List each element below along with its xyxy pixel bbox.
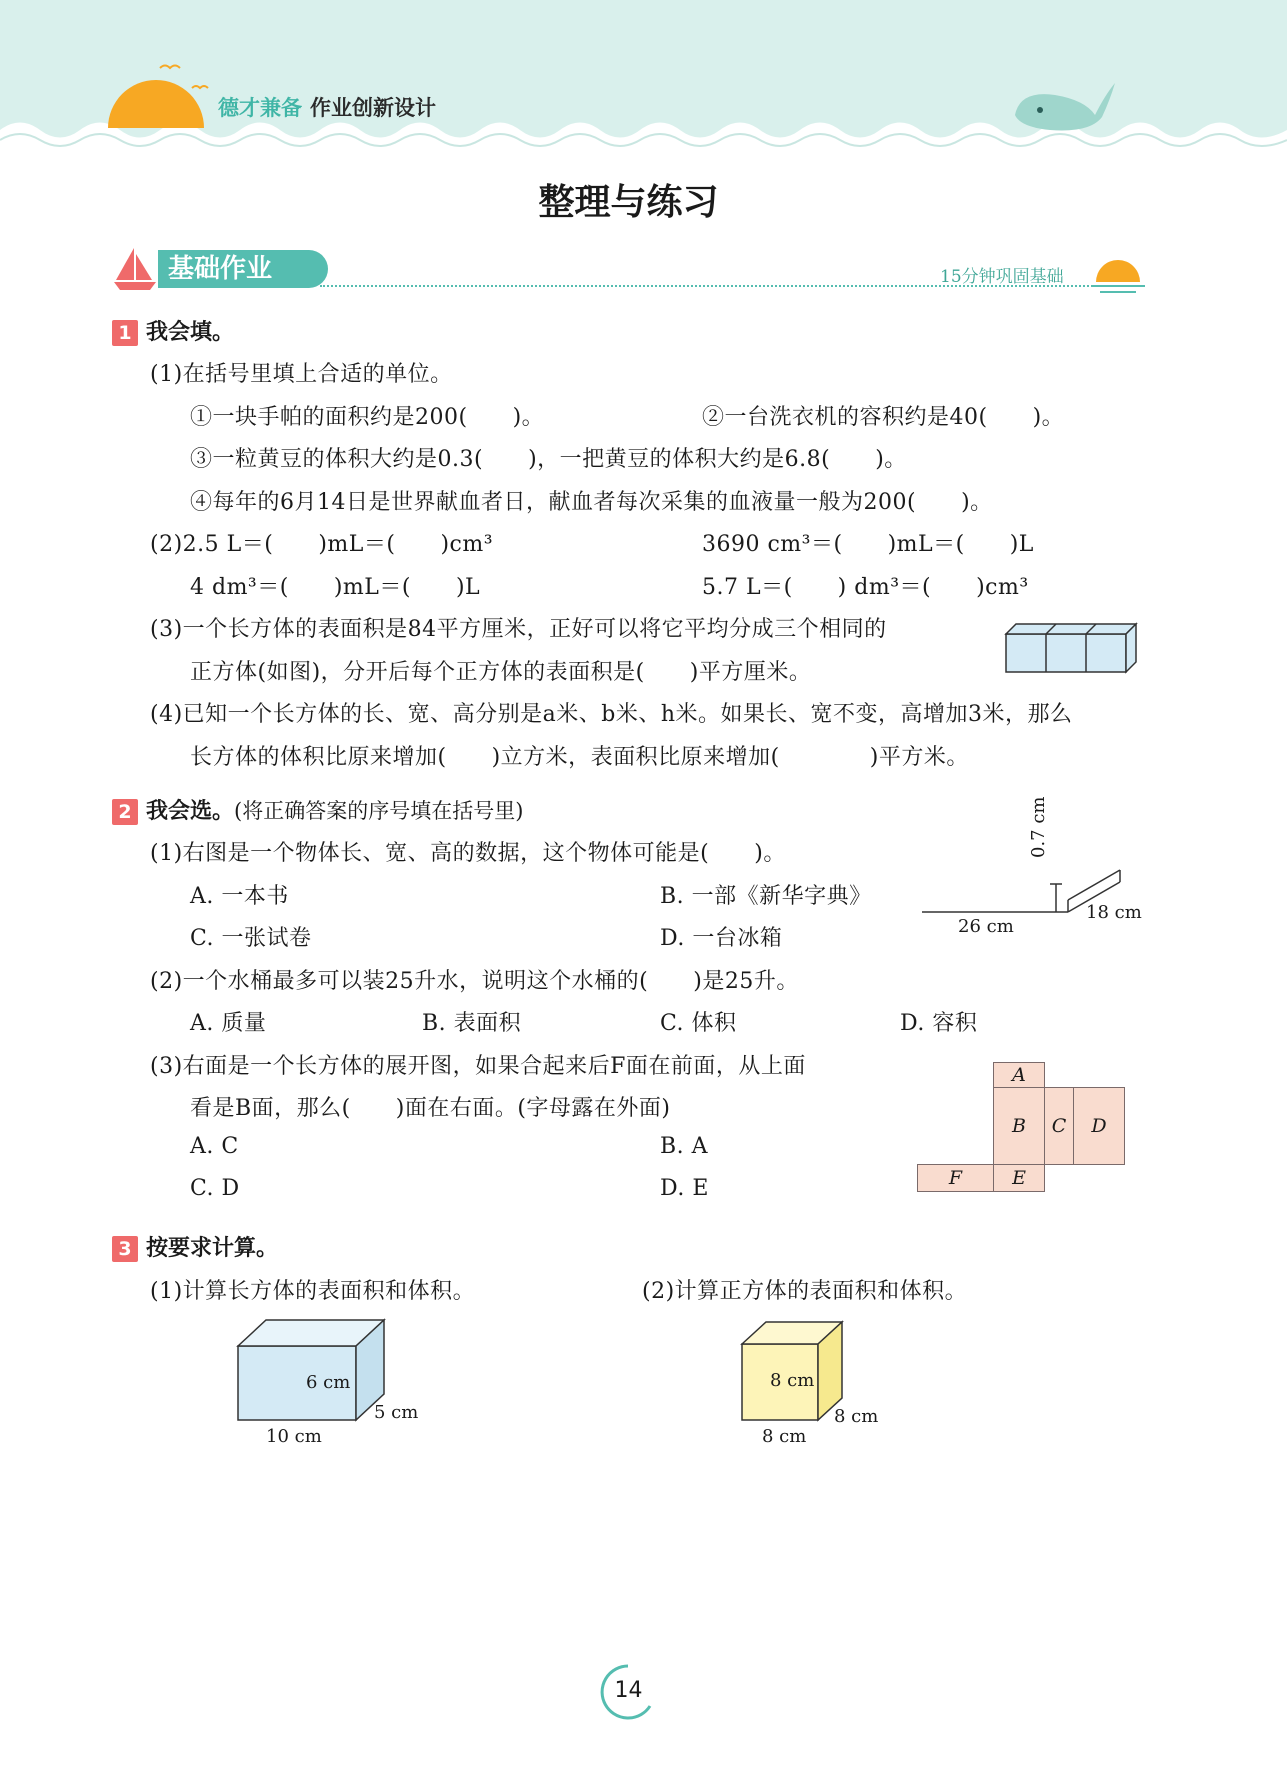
dimension-length-label: 26 cm — [958, 916, 1014, 937]
brand-green: 德才兼备 — [218, 96, 302, 120]
q1-number: 1 — [112, 320, 138, 346]
q1-p1-d: ④每年的6月14日是世界献血者日，献血者每次采集的血液量一般为200( )。 — [190, 490, 993, 515]
q1-p2-c: 4 dm³＝( )mL＝( )L — [190, 575, 481, 600]
q2-note: (将正确答案的序号填在括号里) — [234, 799, 524, 823]
q2-p2-option-b: B. 表面积 — [422, 1011, 522, 1036]
q1-p3-line2: 正方体(如图)，分开后每个正方体的表面积是( )平方厘米。 — [190, 660, 812, 685]
whale-icon — [1010, 75, 1120, 135]
q2-title: 我会选。 — [146, 799, 235, 824]
sailboat-icon — [112, 244, 158, 292]
q2-p1-option-d: D. 一台冰箱 — [660, 926, 783, 951]
q1-p2-b: 3690 cm³＝( )mL＝( )L — [702, 532, 1034, 557]
section-side-note: 15分钟巩固基础 — [940, 267, 1064, 287]
dimension-height-label: 0.7 cm — [1028, 796, 1049, 858]
net-face-a: A — [993, 1062, 1045, 1088]
q1-p3-line1: (3)一个长方体的表面积是84平方厘米，正好可以将它平均分成三个相同的 — [150, 617, 887, 642]
q1-p1-a: ①一块手帕的面积约是200( )。 — [190, 405, 545, 430]
q2-p2-option-d: D. 容积 — [900, 1011, 978, 1036]
net-face-c: C — [1044, 1087, 1074, 1165]
q1-title: 我会填。 — [146, 320, 235, 345]
q3-p2: (2)计算正方体的表面积和体积。 — [642, 1279, 968, 1304]
q1-p1-b: ②一台洗衣机的容积约是40( )。 — [702, 405, 1065, 430]
brand-dark: 作业创新设计 — [310, 96, 436, 120]
page-number: 14 — [614, 1678, 643, 1703]
q1-heading — [112, 315, 234, 346]
q2-p3-option-b: B. A — [660, 1134, 709, 1159]
net-face-f: F — [917, 1164, 994, 1192]
q3-p1: (1)计算长方体的表面积和体积。 — [150, 1279, 476, 1304]
page-title: 整理与练习 — [538, 182, 719, 223]
q1-p2-d: 5.7 L＝( ) dm³＝( )cm³ — [702, 575, 1029, 600]
q2-heading — [112, 794, 523, 825]
section-label: 基础作业 — [158, 250, 328, 288]
q2-number: 2 — [112, 799, 138, 825]
q1-p1: (1)在括号里填上合适的单位。 — [150, 362, 453, 387]
q1-p2-a: (2)2.5 L＝( )mL＝( )cm³ — [150, 532, 494, 557]
q2-p3-line1: (3)右面是一个长方体的展开图，如果合起来后F面在前面，从上面 — [150, 1054, 806, 1079]
net-face-d: D — [1073, 1087, 1125, 1165]
cube-height-label: 8 cm — [770, 1370, 815, 1391]
brand — [218, 92, 436, 122]
net-face-e: E — [993, 1164, 1045, 1192]
sun-icon — [100, 60, 210, 130]
q2-p3-option-a: A. C — [190, 1134, 239, 1159]
cuboid-height-label: 6 cm — [306, 1372, 351, 1393]
q1-p4-line2: 长方体的体积比原来增加( )立方米，表面积比原来增加( )平方米。 — [190, 745, 969, 770]
q3-number: 3 — [112, 1236, 138, 1262]
q1-p4-line1: (4)已知一个长方体的长、宽、高分别是a米、b米、h米。如果长、宽不变，高增加3米，那么 — [150, 702, 1073, 727]
q2-p2-option-c: C. 体积 — [660, 1011, 737, 1036]
q2-p1-option-a: A. 一本书 — [190, 884, 289, 909]
q2-p3-option-d: D. E — [660, 1176, 709, 1201]
q2-p1-option-c: C. 一张试卷 — [190, 926, 312, 951]
net-face-b: B — [993, 1087, 1045, 1165]
q3-heading — [112, 1231, 278, 1262]
q2-p3-option-c: C. D — [190, 1176, 240, 1201]
q2-p3-line2: 看是B面，那么( )面在右面。(字母露在外面) — [190, 1096, 671, 1121]
q2-p1-option-b: B. 一部《新华字典》 — [660, 884, 872, 909]
cube-width-label: 8 cm — [834, 1406, 879, 1427]
dimension-width-label: 18 cm — [1086, 902, 1142, 923]
cuboid-length-label: 10 cm — [266, 1426, 322, 1447]
cube-length-label: 8 cm — [762, 1426, 807, 1447]
small-sun-icon — [1092, 252, 1144, 298]
q2-p1: (1)右图是一个物体长、宽、高的数据，这个物体可能是( )。 — [150, 841, 786, 866]
cuboid-width-label: 5 cm — [374, 1402, 419, 1423]
q2-p2: (2)一个水桶最多可以装25升水，说明这个水桶的( )是25升。 — [150, 969, 799, 994]
three-cubes-figure — [1002, 620, 1142, 676]
q2-p2-option-a: A. 质量 — [190, 1011, 267, 1036]
q1-p1-c: ③一粒黄豆的体积大约是0.3( )，一把黄豆的体积大约是6.8( )。 — [190, 447, 907, 472]
q3-title: 按要求计算。 — [146, 1236, 279, 1261]
cuboid-figure — [236, 1316, 388, 1424]
